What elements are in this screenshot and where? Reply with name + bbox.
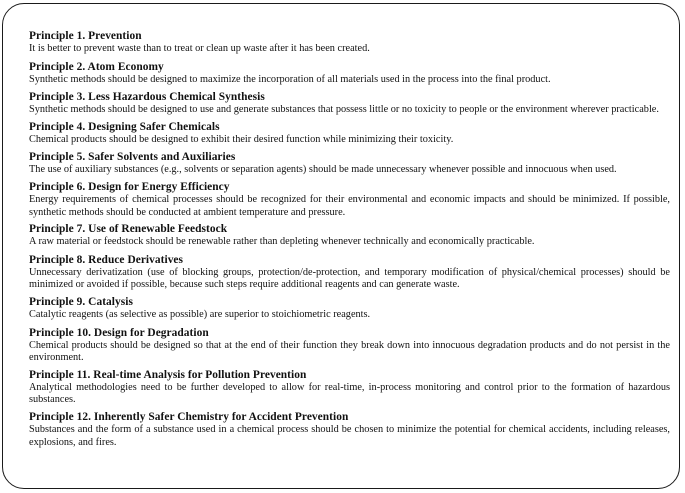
principle-11 xyxy=(29,368,670,407)
principle-title: Principle 8. Reduce Derivatives xyxy=(29,253,184,266)
principle-title: Principle 11. Real-time Analysis for Pollution Prevention xyxy=(29,368,307,381)
principle-title: Principle 10. Design for Degradation xyxy=(29,326,209,339)
principle-8 xyxy=(29,253,670,292)
principle-title: Principle 9. Catalysis xyxy=(29,295,133,308)
principle-text: Synthetic methods should be designed to use and generate substances that possess little or no toxicity to people or the environment wherever practicable. xyxy=(29,104,659,116)
principle-title: Principle 2. Atom Economy xyxy=(29,60,164,73)
principle-2 xyxy=(29,60,670,87)
principle-text: Analytical methodologies need to be further developed to allow for real-time, in-process monitoring and control prior to the formation of hazardous substances. xyxy=(29,381,670,406)
principle-title: Principle 5. Safer Solvents and Auxiliaries xyxy=(29,151,236,164)
principle-text: It is better to prevent waste than to treat or clean up waste after it has been created. xyxy=(29,43,370,54)
principle-3 xyxy=(29,90,670,117)
principle-title: Principle 6. Design for Energy Efficiency xyxy=(29,180,230,193)
principle-title: Principle 7. Use of Renewable Feedstock xyxy=(29,223,228,236)
principle-text: Chemical products should be designed so that at the end of their function they break down into innocuous degradation products and do not persist in the environment. xyxy=(29,339,670,364)
principle-1 xyxy=(29,29,670,56)
principle-6 xyxy=(29,180,670,219)
principle-4 xyxy=(29,120,670,147)
principle-title: Principle 12. Inherently Safer Chemistry for Accident Prevention xyxy=(29,410,349,423)
principle-12 xyxy=(29,410,670,449)
principle-title: Principle 3. Less Hazardous Chemical Synthesis xyxy=(29,91,265,104)
principle-7 xyxy=(29,222,670,249)
principle-title: Principle 4. Designing Safer Chemicals xyxy=(29,120,220,133)
principle-9 xyxy=(29,295,670,322)
principle-text: Unnecessary derivatization (use of blocking groups, protection/de-protection, and temporary modification of physical/chemical processes) should be minimized or avoided if possible, because such steps require additional reagents and can generate waste. xyxy=(29,266,670,291)
principle-text: Synthetic methods should be designed to maximize the incorporation of all materials used in the process into the final product. xyxy=(29,73,551,85)
principle-text: Catalytic reagents (as selective as possible) are superior to stoichiometric reagents. xyxy=(29,308,371,320)
principle-10 xyxy=(29,326,670,365)
principle-text: Chemical products should be designed to exhibit their desired function while minimizing their toxicity. xyxy=(29,133,454,145)
principle-5 xyxy=(29,150,670,177)
principle-title: Principle 1. Prevention xyxy=(29,30,142,42)
principles-box xyxy=(2,3,680,489)
principle-text: Substances and the form of a substance used in a chemical process should be chosen to minimize the potential for chemical accidents, including releases, explosions, and fires. xyxy=(29,423,670,448)
principle-text: A raw material or feedstock should be renewable rather than depleting whenever technically and economically practicable. xyxy=(29,236,535,248)
principle-text: The use of auxiliary substances (e.g., solvents or separation agents) should be made unnecessary whenever possible and innocuous when used. xyxy=(29,164,617,176)
principle-text: Energy requirements of chemical processes should be recognized for their environmental and economic impacts and should be minimized. If possible, synthetic methods should be conducted at ambient temperature and pressure. xyxy=(29,193,670,218)
